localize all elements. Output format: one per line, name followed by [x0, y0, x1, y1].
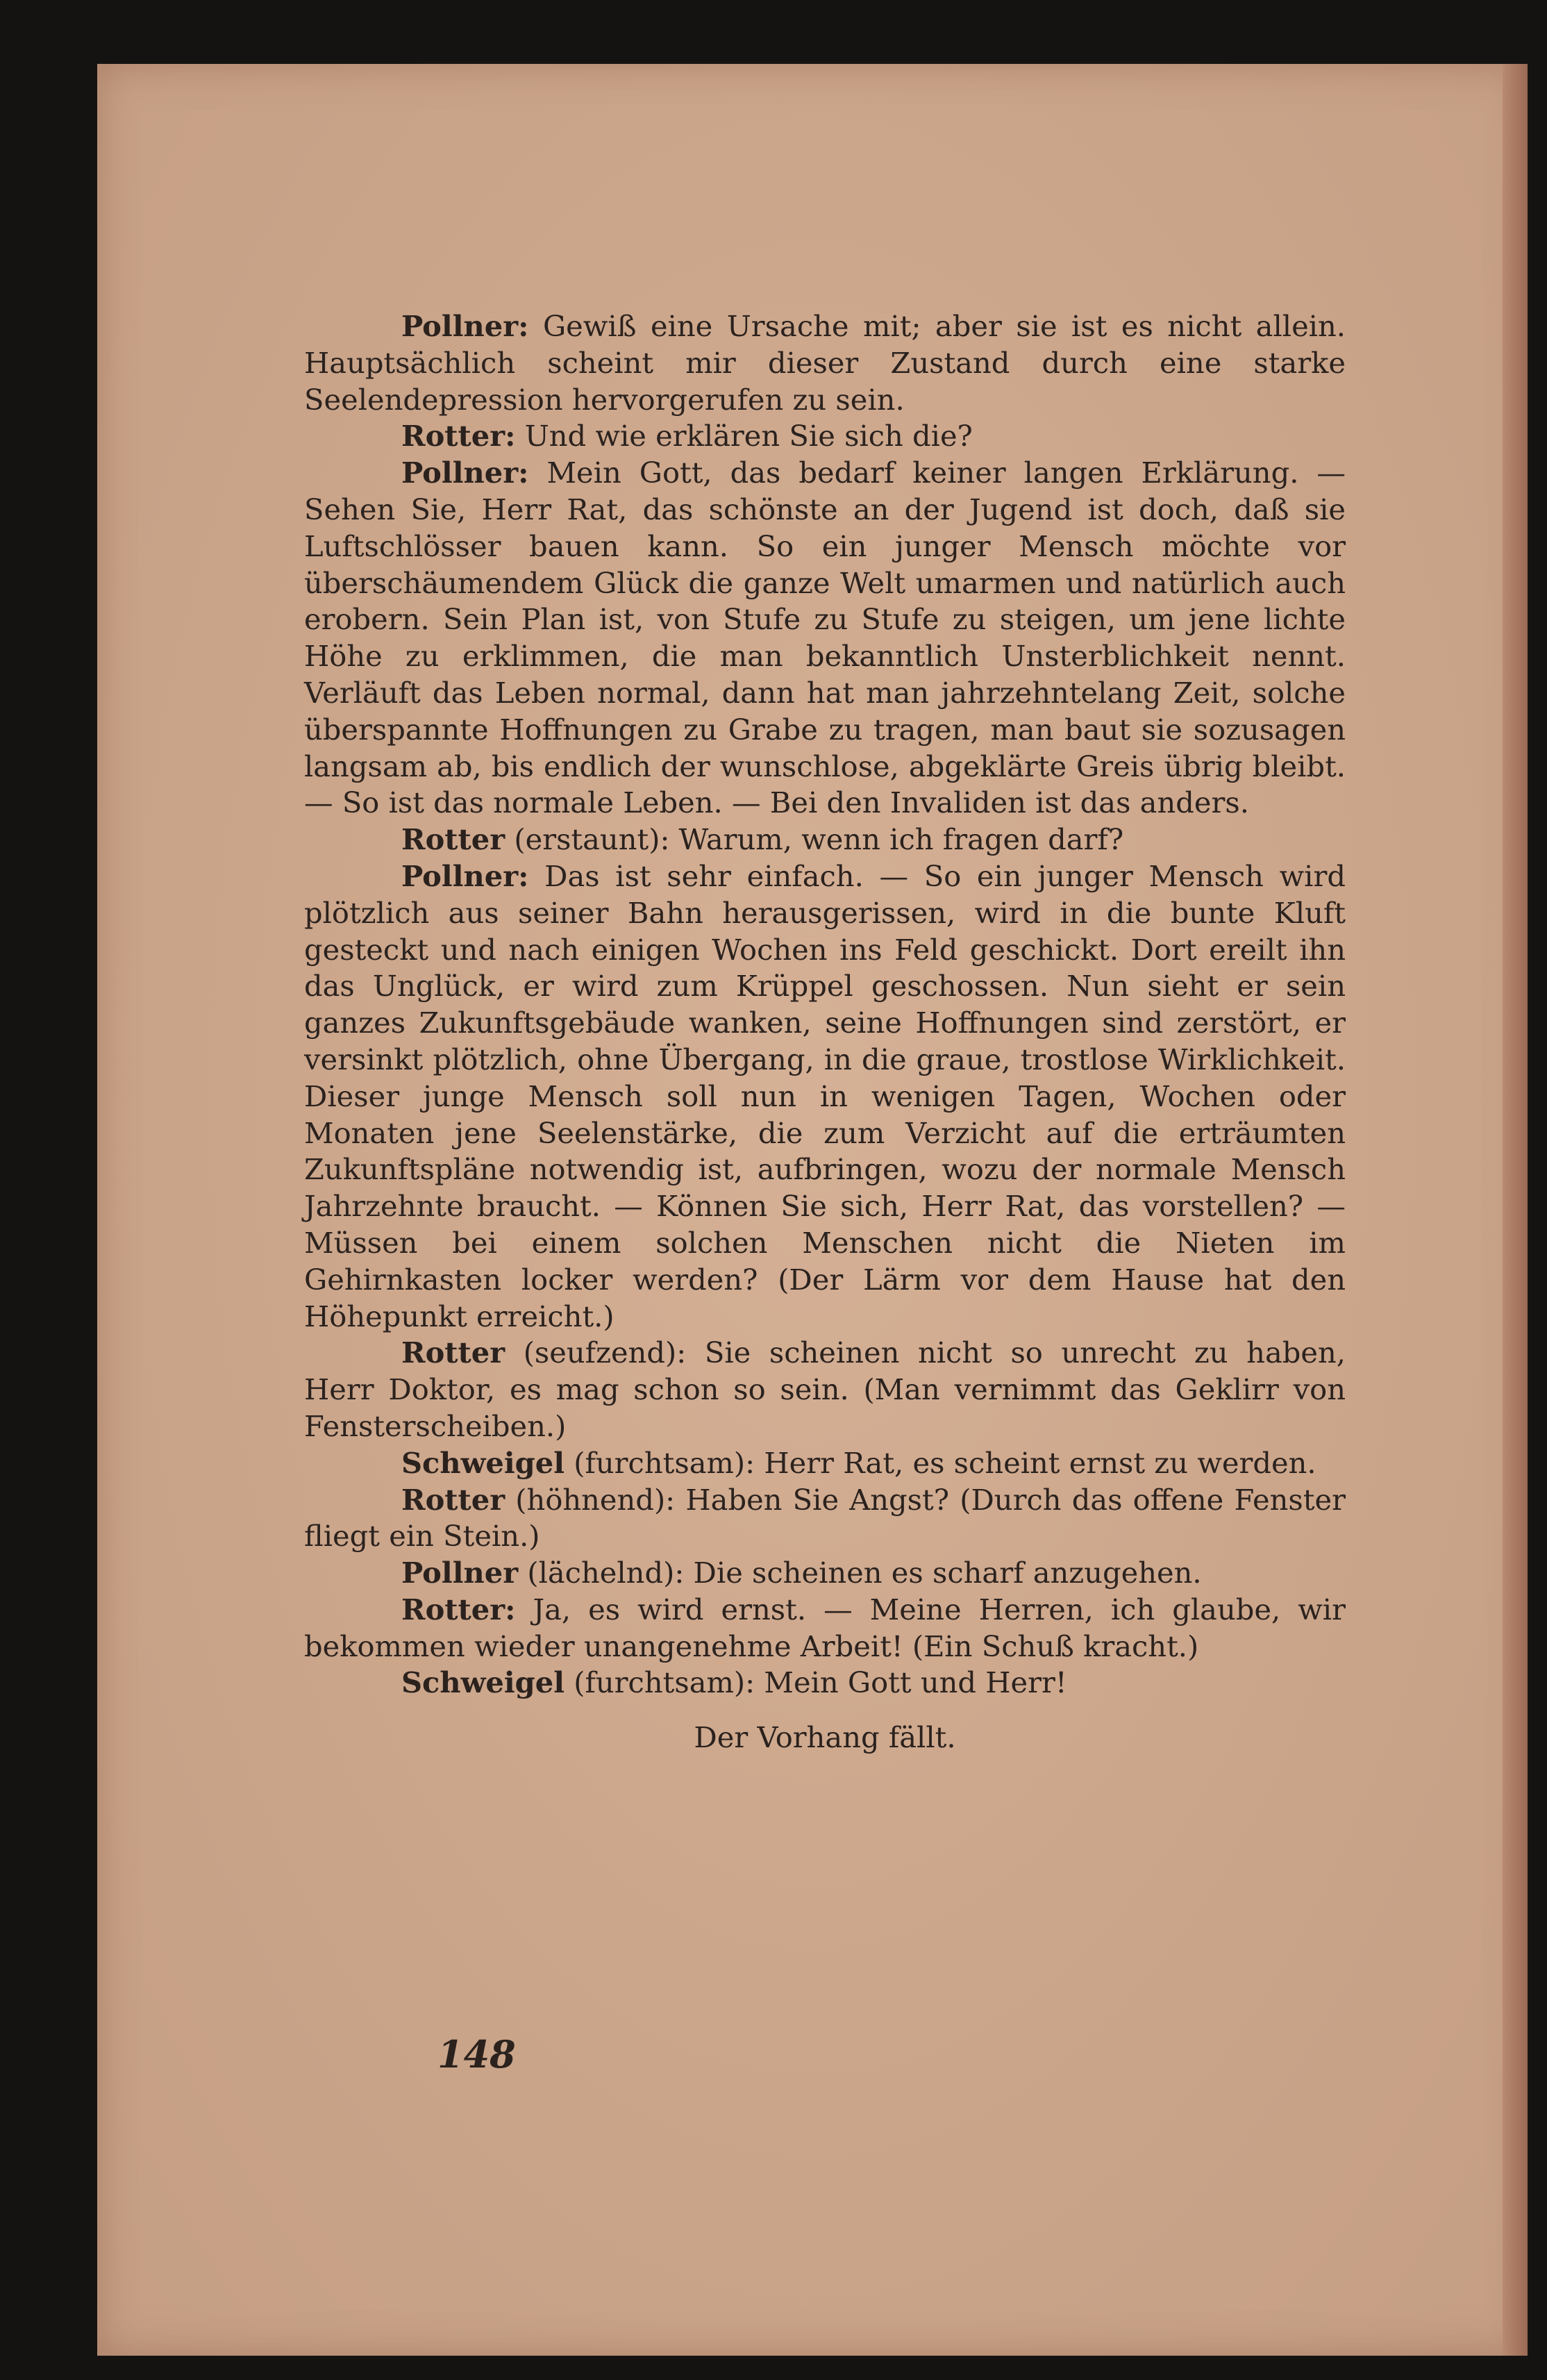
line: (lächelnd): Die scheinen es scharf anzugehen.: [518, 1556, 1202, 1590]
page-edge: [1503, 64, 1528, 2356]
closing-direction: Der Vorhang fällt.: [694, 1720, 956, 1755]
line: (seufzend): Sie scheinen nicht so unrecht zu haben, Herr Doktor, es mag schon so sein. (Man vernimmt das Geklirr von Fensterscheiben.): [304, 1335, 1346, 1443]
line: Mein Gott, das bedarf keiner langen Erklärung. — Sehen Sie, Herr Rat, das schönste an der Jugend ist doch, daß sie Luftschlösser bauen kann. So ein junger Mensch möchte vor überschäumendem Glück die ganze Welt umarmen und natürlich auch erobern. Sein Plan ist, von Stufe zu Stufe zu steigen, um jene lichte Höhe zu erklimmen, die man bekanntlich Unsterblichkeit nennt. Verläuft das Leben normal, dann hat man jahrzehntelang Zeit, solche überspannte Hoffnungen zu Grabe zu tragen, man baut sie sozusagen langsam ab, bis endlich der wunschlose, abgeklärte Greis übrig bleibt. — So ist das normale Leben. — Bei den Invaliden ist das anders.: [304, 456, 1346, 820]
paragraph: [304, 418, 1346, 455]
speaker: Rotter: [401, 1482, 505, 1517]
speaker: Schweigel: [401, 1445, 565, 1480]
speaker: Rotter:: [401, 419, 516, 453]
paragraph: [304, 858, 1346, 1335]
dialogue-text: [304, 308, 1346, 1756]
line: (furchtsam): Herr Rat, es scheint ernst zu werden.: [565, 1445, 1316, 1480]
paragraph: [304, 455, 1346, 822]
line: (furchtsam): Mein Gott und Herr!: [565, 1665, 1067, 1700]
paragraph: [304, 1445, 1346, 1482]
speaker: Pollner: [401, 1556, 519, 1590]
page-number: 148: [437, 2032, 516, 2077]
speaker: Schweigel: [401, 1665, 565, 1700]
speaker: Rotter:: [401, 1592, 516, 1626]
speaker: Pollner:: [401, 858, 529, 893]
line: (höhnend): Haben Sie Angst? (Durch das offene Fenster fliegt ein Stein.): [304, 1482, 1346, 1554]
paragraph: [304, 308, 1346, 418]
speaker: Pollner:: [401, 309, 529, 343]
paragraph: [304, 1555, 1346, 1592]
line: Gewiß eine Ursache mit; aber sie ist es nicht allein. Hauptsächlich scheint mir dieser Zustand durch eine starke Seelendepression hervorgerufen zu sein.: [304, 309, 1346, 417]
line: Ja, es wird ernst. — Meine Herren, ich glaube, wir bekommen wieder unangenehme Arbeit! (Ein Schuß kracht.): [304, 1592, 1346, 1663]
paragraph: [304, 822, 1346, 858]
line: Das ist sehr einfach. — So ein junger Mensch wird plötzlich aus seiner Bahn herausgerissen, wird in die bunte Kluft gesteckt und nach einigen Wochen ins Feld geschickt. Dort ereilt ihn das Unglück, er wird zum Krüppel geschossen. Nun sieht er sein ganzes Zukunftsgebäude wanken, seine Hoffnungen sind zerstört, er versinkt plötzlich, ohne Übergang, in die graue, trostlose Wirklichkeit. Dieser junge Mensch soll nun in wenigen Tagen, Wochen oder Monaten jene Seelenstärke, die zum Verzicht auf die erträumten Zukunftspläne notwendig ist, aufbringen, wozu der normale Mensch Jahrzehnte braucht. — Können Sie sich, Herr Rat, das vorstellen? — Müssen bei einem solchen Menschen nicht die Nieten im Gehirnkasten locker werden? (Der Lärm vor dem Hause hat den Höhepunkt erreicht.): [304, 858, 1346, 1333]
speaker: Rotter: [401, 822, 505, 857]
paragraph: [304, 1592, 1346, 1665]
line: Und wie erklären Sie sich die?: [515, 419, 973, 453]
paragraph: [304, 1665, 1346, 1701]
paragraph: [304, 1335, 1346, 1445]
speaker: Pollner:: [401, 456, 529, 490]
line: (erstaunt): Warum, wenn ich fragen darf?: [505, 822, 1124, 857]
speaker: Rotter: [401, 1335, 505, 1370]
paragraph: [304, 1482, 1346, 1556]
